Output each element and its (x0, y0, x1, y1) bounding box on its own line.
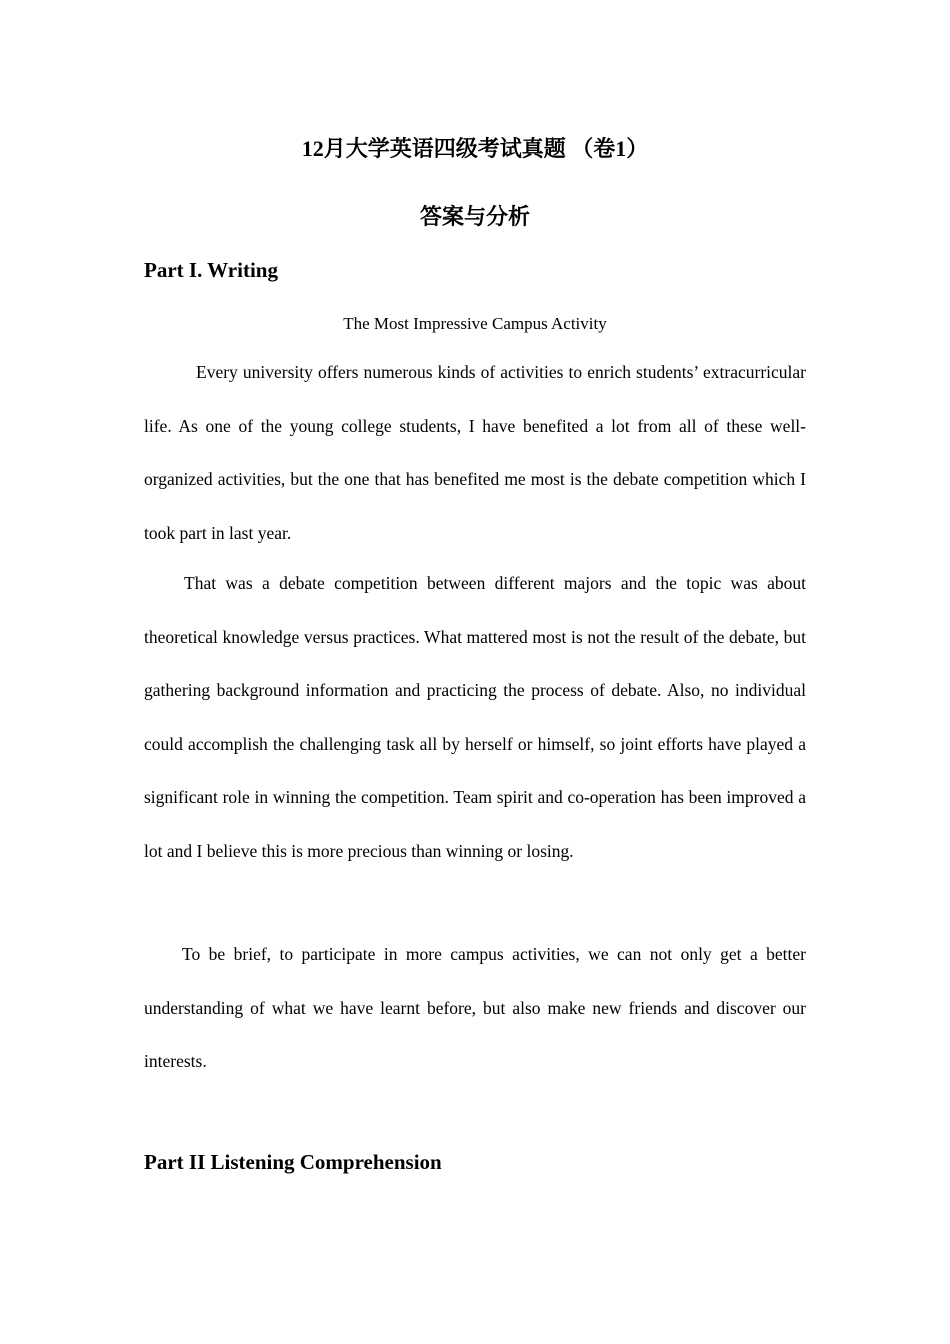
document-subtitle: 答案与分析 (419, 204, 530, 229)
essay-paragraph: Every university offers numerous kinds of activities to enrich students’ extracurricular life. As one of the young college students, I have benefited a lot from all of these well-organized activities, but the one that has benefited me most is the debate competition which I took part in last year. (144, 362, 806, 543)
section-heading-part1: Part I. Writing (144, 258, 278, 282)
essay-paragraph: To be brief, to participate in more campus activities, we can not only get a better understanding of what we have learnt before, but also make new friends and discover our interests. (144, 944, 806, 1071)
section-heading-part2: Part II Listening Comprehension (144, 1150, 442, 1174)
essay-title: The Most Impressive Campus Activity (343, 314, 607, 333)
essay-paragraph: That was a debate competition between different majors and the topic was about theoretical knowledge versus practices. What mattered most is not the result of the debate, but gathering background information and practicing the process of debate. Also, no individual could accomplish the challenging task all by herself or himself, so joint efforts have played a significant role in winning the competition. Team spirit and co-operation has been improved a lot and I believe this is more precious than winning or losing. (144, 573, 806, 861)
document-title: 12月大学英语四级考试真题 （卷1） (301, 136, 649, 161)
